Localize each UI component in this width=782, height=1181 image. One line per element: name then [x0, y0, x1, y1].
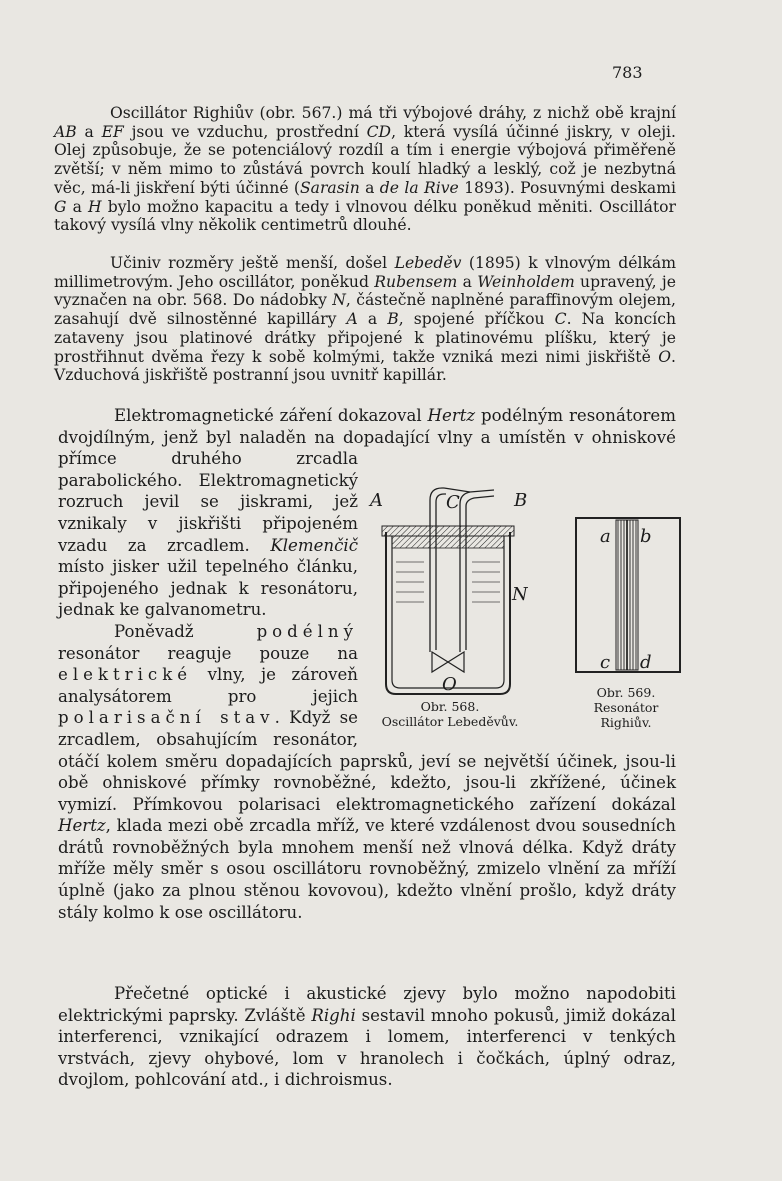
label-a: A	[370, 490, 383, 511]
paragraph-righi-experiments: Přečetné optické i akustické zjevy bylo možno napodobiti elektrickými paprsky. Zvláště Righi sestavil mnoho pokusů, jimiž dokázal interferenci, vznikající odrazem i lomem, interferenci v tenkých vrstvách, zjevy ohybové, lom v hranolech i čočkách, úplný odraz, dvojlom, pohlcování atd., i dichroismus.	[58, 984, 676, 1090]
page-number: 783	[612, 63, 643, 82]
figure-569-righi-resonator	[572, 516, 684, 676]
figure-569-caption	[562, 685, 690, 730]
label-n: N	[512, 584, 528, 605]
vessel-lid	[382, 526, 514, 536]
figure-568-lebedev-oscillator	[368, 472, 528, 710]
figure-568-title: Oscillátor Lebeděvův.	[381, 714, 519, 729]
label-d-569: d	[640, 652, 652, 673]
figure-569-number: Obr. 569.	[596, 685, 656, 700]
label-c: C	[446, 492, 460, 513]
capillary-a	[430, 488, 446, 652]
paragraph-righi-oscillator: Oscillátor Righiův (obr. 567.) má tři výbojové dráhy, z nichž obě krajní AB a EF jsou ve vzduchu, prostřední CD, která vysílá účinné jiskry, v oleji. Olej způsobuje, že se potenciálový rozdíl a tím i energie výbojová přiměřeně zvětší; v něm mimo to zůstává povrch koulí hladký a lesklý, což je nezbytná věc, má-li jiskření býti účinné (Sarasin a de la Rive 1893). Posuvnými deskami G a H bylo možno kapacitu a tedy i vlnovou délku poněkud měniti. Oscillátor takový vysílá vlny několik centimetrů dlouhé.	[54, 104, 676, 235]
paragraph-hertz-resonator: Elektromagnetické záření dokazoval Hertz podélným resonátorem dvojdílným, jenž byl naladěn na dopadající vlny a umístěn v ohniskové přímce druhého zrcadla parabolického. Elektromagnetický rozruch jevil se jiskrami, jež vznikaly v jiskřišti připojeném vzadu za zrcadlem. Klemenčič místo jisker užil tepelného článku, připojeného jednak k resonátoru, jednak ke galvanometru. Poněvadž podélný resonátor reaguje pouze na elektrické vlny, je zároveň analysátorem pro jejich polarisační stav. Když se zrcadlem, obsahujícím resonátor, otáčí kolem směru dopadajících paprsků, jeví se největší účinek, jsou-li obě ohniskové přímky rovnoběžné, kdežto, jsou-li zkřížené, účinek vymizí. Přímkovou polarisaci elektromagnetického zařízení dokázal Hertz, klada mezi obě zrcadla mříž, ve které vzdálenost dvou sousedních drátů rovnoběžných byla mnohem menší než vlnová délka. Když dráty mříže měly směr s osou oscillátoru rovnoběžný, zmizelo vlnění za mříží úplně (jako za plnou stěnou kovovou), kdežto vlnění prošlo, když dráty stály kolmo k ose oscillátoru.	[58, 406, 676, 922]
label-o: O	[442, 674, 457, 695]
label-a-569: a	[600, 526, 611, 547]
figure-569-title-1: Resonátor	[593, 700, 659, 715]
paragraph-lebedev-oscillator: Učiniv rozměry ještě menší, došel Lebeděv (1895) k vlnovým délkám millimetrovým. Jeho oscillátor, poněkud Rubensem a Weinholdem upravený, je vyznačen na obr. 568. Do nádobky N, částečně naplněné paraffinovým olejem, zasahují dvě silnostěnné kapilláry A a B, spojené příčkou C. Na koncích zataveny jsou platinové drátky připojené k platinovému plíšku, který je prostřihnut dvěma řezy k sobě kolmými, takže vzniká mezi nimi jiskřiště O. Vzduchová jiskřiště postranní jsou uvnitř kapillár.	[54, 254, 677, 385]
figure-568-number: Obr. 568.	[420, 699, 480, 714]
spark-gap-o	[432, 652, 464, 672]
label-c-569: c	[600, 652, 611, 673]
figure-568-caption	[360, 699, 540, 729]
capillary-b	[460, 490, 494, 652]
label-b: B	[514, 490, 528, 511]
label-b-569: b	[640, 526, 652, 547]
figure-569-title-2: Righiův.	[600, 715, 652, 730]
